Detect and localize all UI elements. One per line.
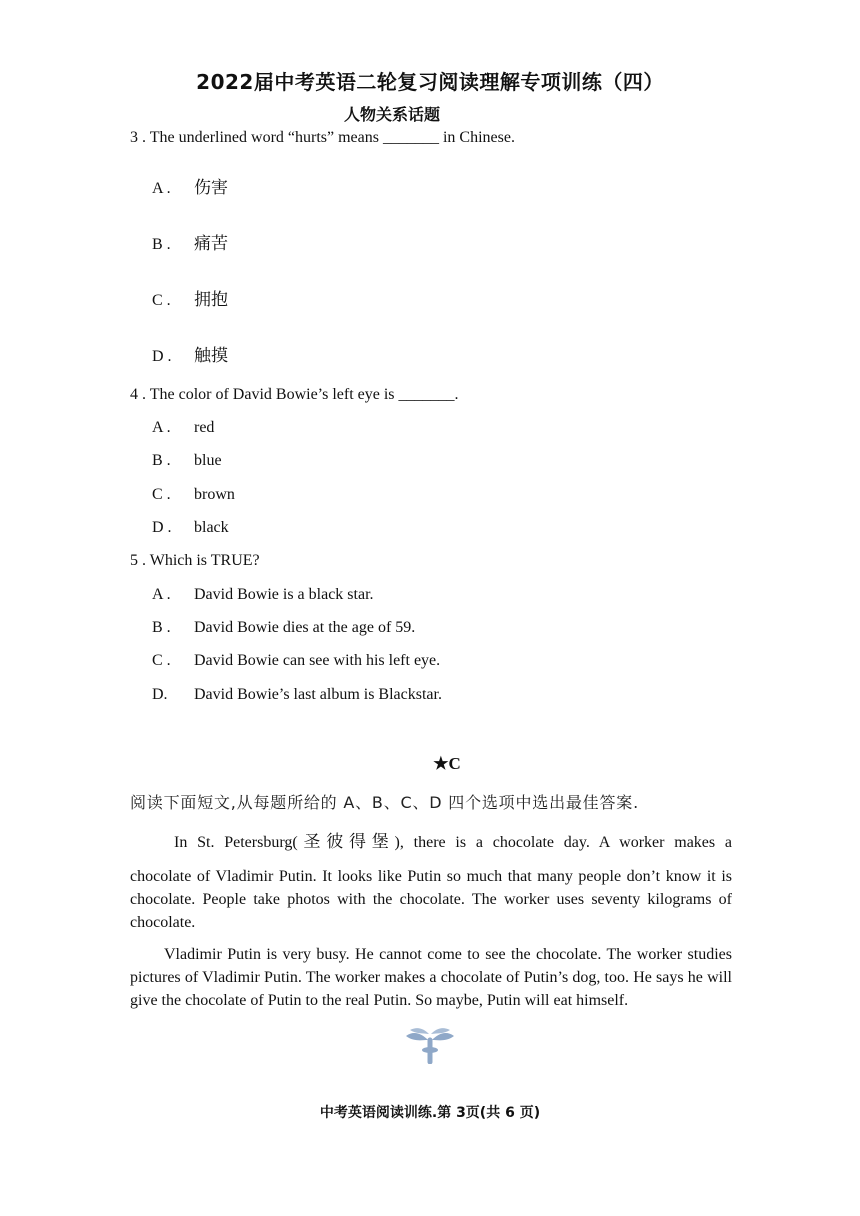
- option-letter: A .: [152, 180, 171, 197]
- passage-paragraph-1-line-1: [130, 830, 732, 855]
- section-instruction: 阅读下面短文,从每题所给的 A、B、C、D 四个选项中选出最佳答案.: [130, 793, 639, 812]
- page-title: 2022届中考英语二轮复习阅读理解专项训练（四）: [196, 70, 664, 94]
- question-5-option-b[interactable]: [152, 619, 415, 637]
- option-text: David Bowie is a black star.: [194, 586, 374, 603]
- option-letter: D.: [152, 686, 168, 703]
- question-4-option-a[interactable]: [152, 419, 214, 437]
- passage-text: In St. Petersburg(: [174, 834, 298, 851]
- option-letter: C .: [152, 486, 171, 503]
- question-3-option-c[interactable]: [152, 285, 228, 310]
- section-heading: ★C: [433, 754, 461, 773]
- question-5-option-c[interactable]: [152, 652, 440, 670]
- passage-text: ), there is a chocolate day. A worker makes a: [394, 834, 733, 851]
- question-3-stem: 3 . The underlined word “hurts” means _______ in Chinese.: [130, 129, 515, 146]
- option-letter: C .: [152, 652, 171, 669]
- option-letter: B .: [152, 619, 171, 636]
- option-text: red: [194, 419, 215, 436]
- passage-chinese-gloss: 圣彼得堡: [297, 832, 395, 852]
- question-3-option-a[interactable]: [152, 173, 228, 198]
- option-letter: D .: [152, 519, 172, 536]
- option-letter: D .: [152, 348, 172, 365]
- option-text: David Bowie can see with his left eye.: [194, 652, 441, 669]
- question-3-option-b[interactable]: [152, 229, 228, 254]
- question-4-option-d[interactable]: [152, 519, 229, 537]
- question-4-option-b[interactable]: [152, 452, 222, 470]
- passage-paragraph-1-rest: chocolate of Vladimir Putin. It looks like Putin so much that many people don’t know it is chocolate. People take photos with the chocolate. The worker uses seventy kilograms of chocolate.: [130, 868, 732, 931]
- option-text: blue: [194, 452, 222, 469]
- question-5-stem: 5 . Which is TRUE?: [130, 552, 260, 569]
- passage-paragraph-2: Vladimir Putin is very busy. He cannot come to see the chocolate. The worker studies pictures of Vladimir Putin. The worker makes a chocolate of Putin’s dog, too. He says he will give the chocolate of Putin to the real Putin. So maybe, Putin will eat himself.: [130, 946, 732, 1009]
- question-4-stem: 4 . The color of David Bowie’s left eye is _______.: [130, 386, 459, 403]
- option-text: 触摸: [194, 346, 228, 366]
- option-text: David Bowie dies at the age of 59.: [194, 619, 416, 636]
- option-letter: B .: [152, 236, 171, 253]
- plant-logo-icon: [404, 1026, 456, 1064]
- option-text: 痛苦: [194, 234, 228, 254]
- option-letter: B .: [152, 452, 171, 469]
- page-subtitle: 人物关系话题: [343, 105, 440, 124]
- option-text: black: [194, 519, 229, 536]
- option-letter: C .: [152, 292, 171, 309]
- passage-paragraph-1: [130, 830, 732, 934]
- option-text: 伤害: [194, 178, 228, 198]
- question-5-option-a[interactable]: [152, 586, 374, 604]
- option-text: David Bowie’s last album is Blackstar.: [194, 686, 442, 703]
- option-text: brown: [194, 486, 235, 503]
- option-letter: A .: [152, 419, 171, 436]
- question-4-option-c[interactable]: [152, 486, 235, 504]
- option-letter: A .: [152, 586, 171, 603]
- question-5-option-d[interactable]: [152, 686, 442, 704]
- option-text: 拥抱: [194, 290, 228, 310]
- page-footer: 中考英语阅读训练.第 3页(共 6 页): [319, 1105, 541, 1121]
- question-3-option-d[interactable]: [152, 341, 228, 366]
